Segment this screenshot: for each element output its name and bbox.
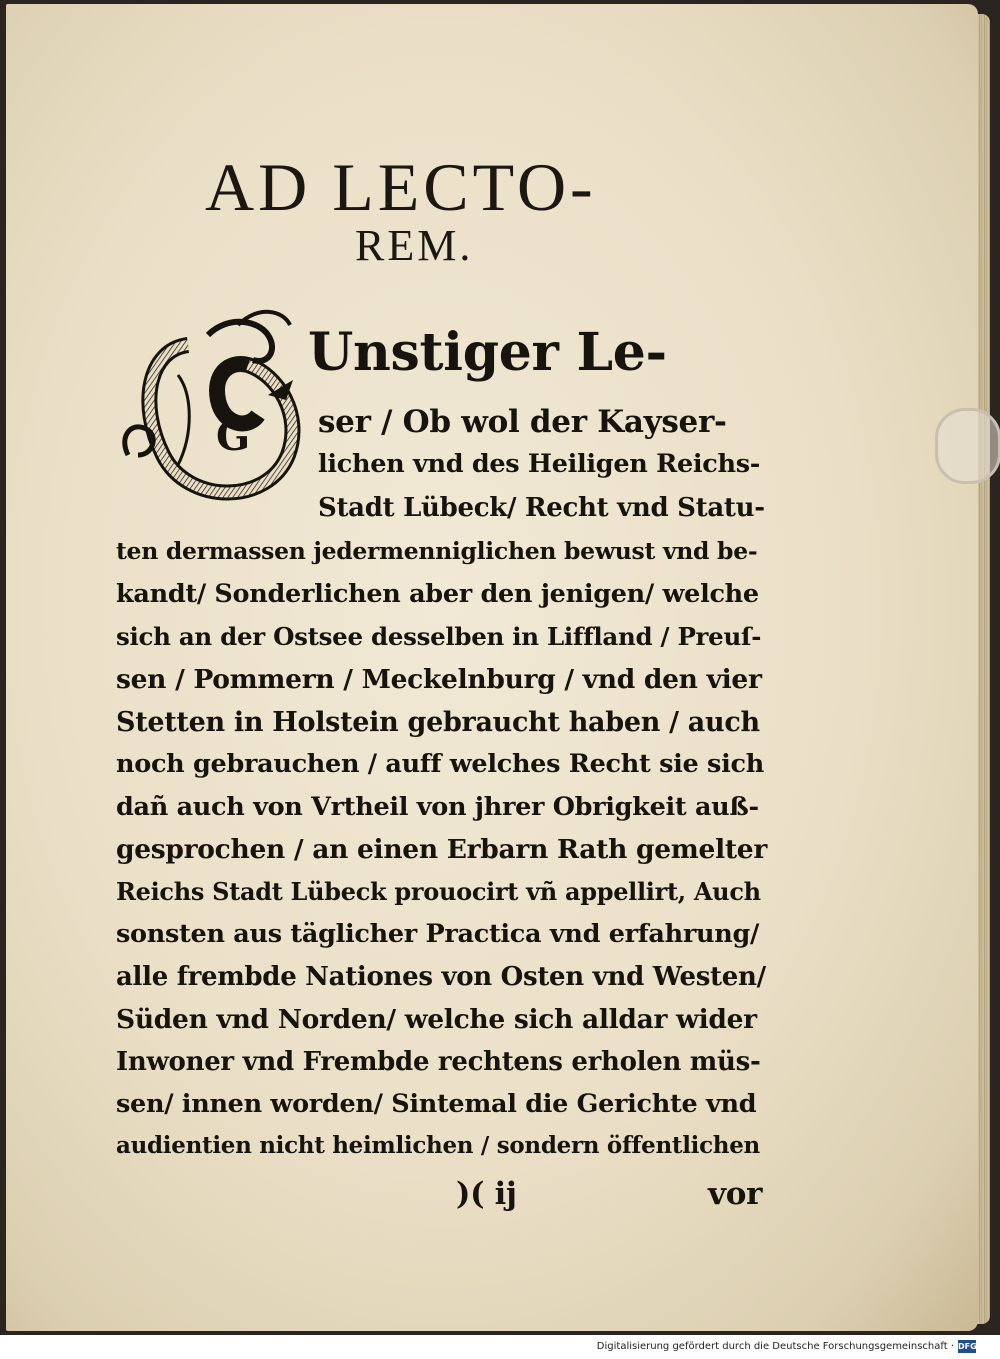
catchword: vor [708, 1176, 763, 1212]
text-line: alle frembde Nationes von Osten vnd Westen/ [116, 962, 766, 992]
text-line: ten dermassen jedermenniglichen bewust vnd be- [116, 537, 758, 565]
text-line: dañ auch von Vrtheil von jhrer Obrigkeit auß- [116, 792, 759, 822]
text-line: kandt/ Sonderlichen aber den jenigen/ welche [116, 579, 759, 609]
title-line-2: REM. [355, 221, 474, 270]
text-line: Reichs Stadt Lübeck prouocirt vñ appellirt, Auch [116, 877, 761, 906]
text-line: noch gebrauchen / auff welches Recht sie sich [116, 749, 764, 779]
text-line: Inwoner vnd Frembde rechtens erholen müs- [116, 1047, 761, 1077]
opening-line: Unstiger Le- [308, 322, 667, 383]
text-line: Stetten in Holstein gebraucht haben / auch [116, 707, 760, 738]
text-line: audientien nicht heimlichen / sondern öffentlichen [116, 1132, 760, 1159]
text-line: ser / Ob wol der Kayser- [318, 404, 727, 440]
text-line: sonsten aus täglicher Practica vnd erfahrung/ [116, 919, 760, 949]
text-line: sen / Pommern / Meckelnburg / vnd den vier [116, 664, 762, 695]
drop-cap-letter: G [216, 413, 251, 460]
dfg-logo: DFG [958, 1342, 977, 1351]
ornamental-initial [118, 305, 308, 520]
page-clip [935, 408, 1000, 484]
text-line: Süden vnd Norden/ welche sich alldar wider [116, 1004, 757, 1035]
signature-mark: )( ij [456, 1176, 517, 1212]
title-line-1: AD LECTO- [205, 149, 597, 225]
text-line: sen/ innen worden/ Sintemal die Gerichte vnd [116, 1089, 757, 1119]
text-line: sich an der Ostsee desselben in Liffland / Preuſ- [116, 622, 762, 651]
footer-credit: Digitalisierung gefördert durch die Deutsche Forschungsgemeinschaft · [596, 1341, 954, 1352]
text-line: Stadt Lübeck/ Recht vnd Statu- [318, 493, 765, 523]
text-line: gesprochen / an einen Erbarn Rath gemelter [116, 834, 768, 865]
text-line: lichen vnd des Heiligen Reichs- [318, 449, 761, 479]
